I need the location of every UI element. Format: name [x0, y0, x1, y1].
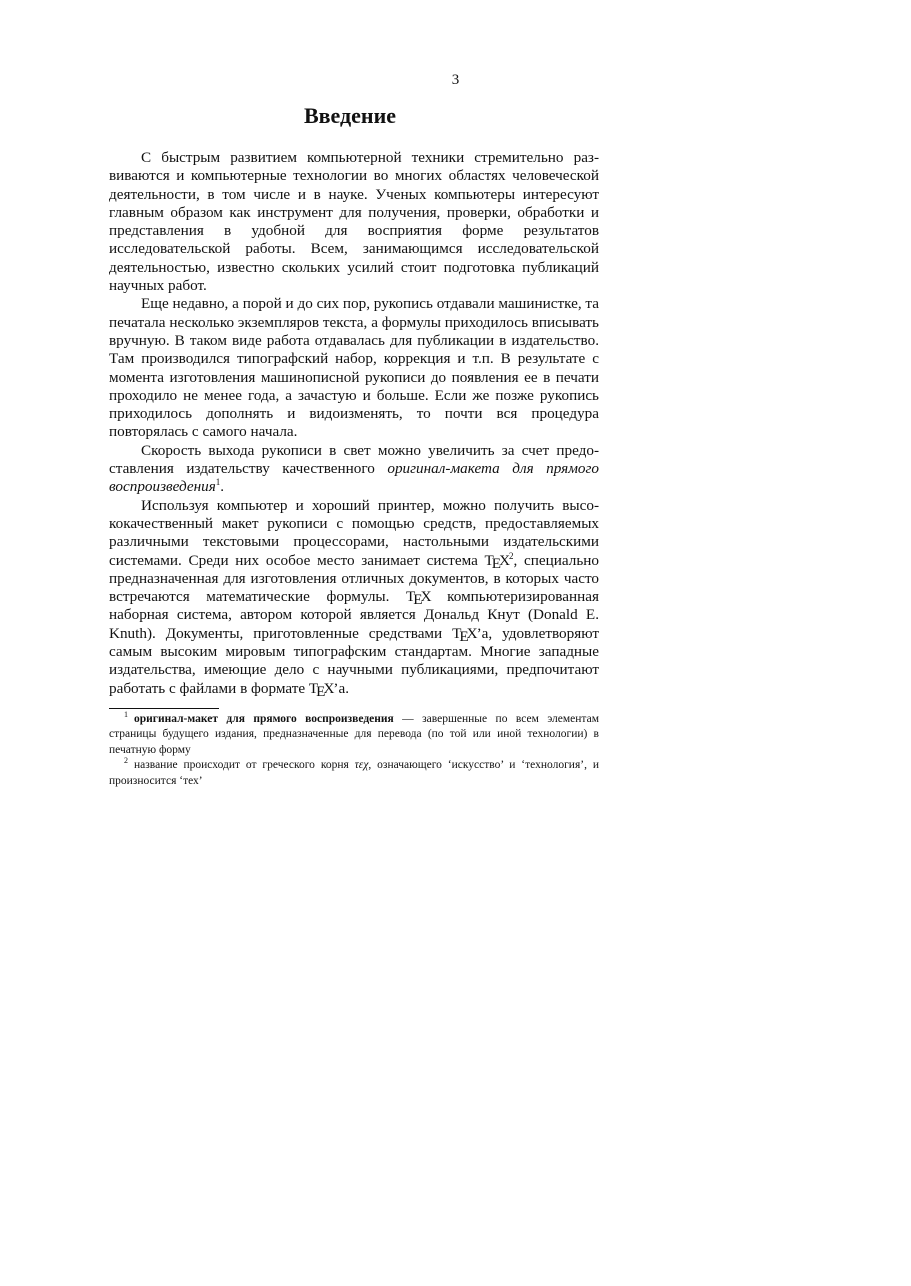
page-title: Введение: [303, 103, 397, 128]
emphasis-term: оригинал-макета для прямого воспроизведения: [109, 460, 599, 496]
tex-logo-t: T: [452, 624, 461, 642]
tex-logo-x: X: [420, 588, 431, 606]
paragraph-2: Еще недавно, а порой и до сих пор, рукопись отдавали машинистке, та печатала несколько экземпляров текста, а формулы приходилось вписывать вручную. В таком виде работа отдавалась для публикации в издательство. Там производился типографский набор, коррекция и т.п. В результате с момента изготовления машинописной рукописи до появления ее в печати проходило не менее года, а зачастую и больше. Если же позже рукопись приходилось дополнять и видоизменять, то почти вся процедура повторялась с самого начала.: [109, 295, 599, 441]
paragraph-1: С быстрым развитием компьютерной техники стремительно развиваются и компьютерные технологии во многих областях человеческой деятельности, в том числе и в науке. Ученых компьютеры интересуют главным образом как инструмент для получения, проверки, обработки и представления в удобной для восприятия форме результатов исследовательской работы. Всем, занимающимся исследовательской деятельностью, известно скольких усилий стоит подготовка публикаций научных работ.: [109, 149, 599, 295]
footnote-2-greek: τεχ: [354, 759, 369, 772]
paragraph-3: [109, 442, 599, 497]
paragraph-4: [109, 497, 599, 698]
footnote-2-mark: 2: [124, 756, 128, 766]
page-number: 3: [451, 72, 460, 88]
paragraph-4-text-a: Используя компьютер и хороший принтер, можно получить высококачественный макет рукописи с помощью средств, предоставляемых различными текстовыми процессорами, настольными издательскими системами. Среди них особое место занимает система: [109, 496, 599, 569]
footnote-1-text: — завершенные по всем элементам страницы будущего издания, предназначенные для перевода (по той или иной технологии) в печатную форму: [109, 713, 599, 756]
footnote-1-mark: 1: [124, 710, 128, 720]
tex-logo-t: T: [308, 679, 318, 697]
footnote-1: [109, 712, 599, 758]
tex-logo-x: X: [466, 624, 477, 642]
footnote-2-text-b: , означающего ‘искусство’ и ‘технология’, и произносится ‘тех’: [109, 759, 599, 787]
tex-logo-e: E: [413, 591, 422, 609]
footnote-2: [109, 758, 599, 789]
tex-logo-t: T: [484, 551, 493, 569]
footnote-divider: [109, 708, 219, 709]
footnote-ref-1: 1: [215, 477, 221, 488]
footnote-2-text-a: название происходит от греческого корня: [134, 759, 355, 772]
paragraph-4-text-e: ’а.: [333, 679, 350, 697]
footnotes: [109, 712, 599, 789]
tex-logo-t: T: [406, 588, 415, 606]
tex-logo: [308, 679, 334, 700]
paragraph-4-text-d: ’а, удовлетворяют самым высоким мировым типографским стандартам. Многие западные издательства, имеющие дело с научными публикациями, предпочитают работать с файлами в формате: [109, 624, 599, 697]
tex-logo-e: E: [316, 682, 325, 700]
tex-logo-e: E: [459, 627, 468, 645]
tex-logo: [406, 588, 431, 609]
paragraph-3-end: .: [220, 478, 225, 496]
tex-logo: [484, 551, 510, 572]
tex-logo-x: X: [499, 551, 510, 569]
tex-logo-x: X: [323, 679, 334, 697]
tex-logo: [452, 624, 477, 645]
paragraph-4-text-b: , специально предназначенная для изготовления отличных документов, в которых часто встречаются математические формулы.: [109, 551, 600, 606]
paragraph-3-text: Скорость выхода рукописи в свет можно увеличить за счет предоставления издательству качественного: [109, 441, 599, 478]
tex-logo-e: E: [491, 554, 501, 572]
footnote-ref-2: 2: [509, 550, 514, 561]
footnote-1-term: оригинал-макет для прямого воспроизведения: [134, 713, 394, 725]
paragraph-4-text-c: компьютеризированная наборная система, автором которой является Дональд Кнут (Donald E. Knuth). Документы, приготовленные средствами: [109, 588, 599, 642]
body-text: [109, 149, 599, 698]
